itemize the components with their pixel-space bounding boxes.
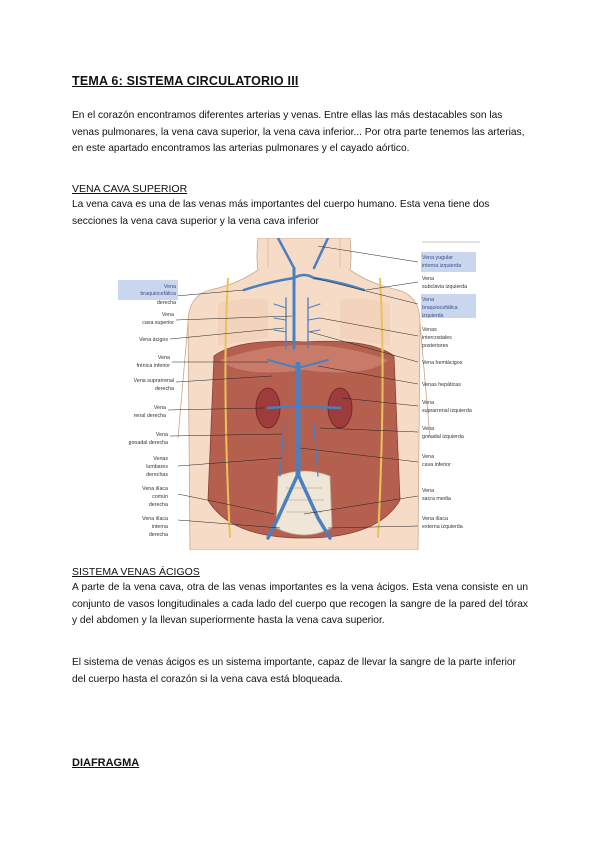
label-internal-iliac-a: Vena ilíaca <box>142 516 168 522</box>
section-heading-azygos: SISTEMA VENAS ÁCIGOS <box>72 566 200 578</box>
label-common-iliac-c: derecha <box>148 502 168 508</box>
label-external-iliac-a: Vena ilíaca <box>422 516 448 522</box>
label-internal-iliac-b: interna <box>151 524 168 530</box>
label-hepatic: Venas hepáticas <box>422 382 461 388</box>
label-brachiocephalic-left-c: izquierda <box>422 313 444 319</box>
label-gonadal-right-b: gonadal derecha <box>128 440 168 446</box>
label-jugular-left-b: interna izquierda <box>422 263 462 269</box>
label-gonadal-left-a: Vena <box>422 426 435 432</box>
label-brachiocephalic-right-a: Vena <box>163 284 176 290</box>
label-subclavian-left-b: subclavia izquierda <box>422 284 468 290</box>
label-renal-right-a: Vena <box>153 405 166 411</box>
label-lumbar-a: Venas <box>153 456 168 462</box>
label-svc-a: Vena <box>161 312 174 318</box>
label-suprarenal-left-a: Vena <box>422 400 435 406</box>
section-heading-vena-cava: VENA CAVA SUPERIOR <box>72 183 188 195</box>
azygos-paragraph-2: El sistema de venas ácigos es un sistema importante, capaz de llevar la sangre de la parte inferior del cuerpo hasta el corazón si la vena cava está bloqueada. <box>72 657 516 685</box>
label-suprarenal-left-b: suprarrenal izquierda <box>422 408 472 414</box>
label-gonadal-right-a: Vena <box>155 432 168 438</box>
label-lumbar-c: derechas <box>146 472 168 478</box>
intro-paragraph: En el corazón encontramos diferentes arterias y venas. Entre ellas las más destacables son las venas pulmonares, la vena cava superior, la vena cava inferior... Por otra parte tenemos las arterias, en este apartado encontramos las arterias pulmonares y el cayado aórtico. <box>72 110 525 155</box>
label-lumbar-b: lumbares <box>146 464 168 470</box>
label-intercostal-b: intercostales <box>422 335 452 341</box>
label-ivc-b: cava inferior <box>422 462 451 468</box>
label-internal-iliac-c: derecha <box>148 532 168 538</box>
label-gonadal-left-b: gonadal izquierda <box>422 434 464 440</box>
label-jugular-left-a: Vena yugular <box>422 255 453 261</box>
label-common-iliac-a: Vena ilíaca <box>142 486 168 492</box>
azygos-paragraph-1: A parte de la vena cava, otra de las venas importantes es la vena ácigos. Esta vena consiste en un conjunto de vasos longitudinales a cada lado del cuerpo que recogen la sangre de la pared del tórax y del abdomen y la llevan superiormente hasta la vena cava superior. <box>72 582 528 627</box>
label-renal-right-b: renal derecha <box>133 413 166 419</box>
page-title: TEMA 6: SISTEMA CIRCULATORIO III <box>72 74 299 88</box>
label-intercostal-a: Venas <box>422 327 437 333</box>
label-brachiocephalic-left-b: braquiocefálica <box>422 305 458 311</box>
label-suprarenal-right-a: Vena suprarrenal <box>133 378 174 384</box>
section-heading-diaphragm: DIAFRAGMA <box>72 757 140 769</box>
label-external-iliac-b: externa izquierda <box>422 524 463 530</box>
label-azygos: Vena ácigos <box>139 337 168 343</box>
label-median-sacral-b: sacra media <box>422 496 451 502</box>
label-median-sacral-a: Vena <box>422 488 435 494</box>
label-svc-b: cava superior <box>142 320 174 326</box>
vena-cava-paragraph: La vena cava es una de las venas más importantes del cuerpo humano. Esta vena tiene dos secciones la vena cava superior y la vena cava inferior <box>72 199 490 227</box>
label-phrenic-a: Vena <box>157 355 170 361</box>
venous-system-diagram <box>118 238 480 550</box>
label-hemiazygos: Vena hemiácigos <box>422 360 463 366</box>
label-brachiocephalic-right-c: derecha <box>156 300 176 306</box>
label-common-iliac-b: común <box>152 494 168 500</box>
label-intercostal-c: posteriores <box>422 343 449 349</box>
label-brachiocephalic-right-b: braquiocefálica <box>140 291 176 297</box>
label-subclavian-left-a: Vena <box>422 276 435 282</box>
left-labels <box>129 284 177 538</box>
label-suprarenal-right-b: derecha <box>154 386 174 392</box>
label-phrenic-b: frénica inferior <box>136 363 170 369</box>
label-brachiocephalic-left-a: Vena <box>422 297 435 303</box>
label-ivc-a: Vena <box>422 454 435 460</box>
